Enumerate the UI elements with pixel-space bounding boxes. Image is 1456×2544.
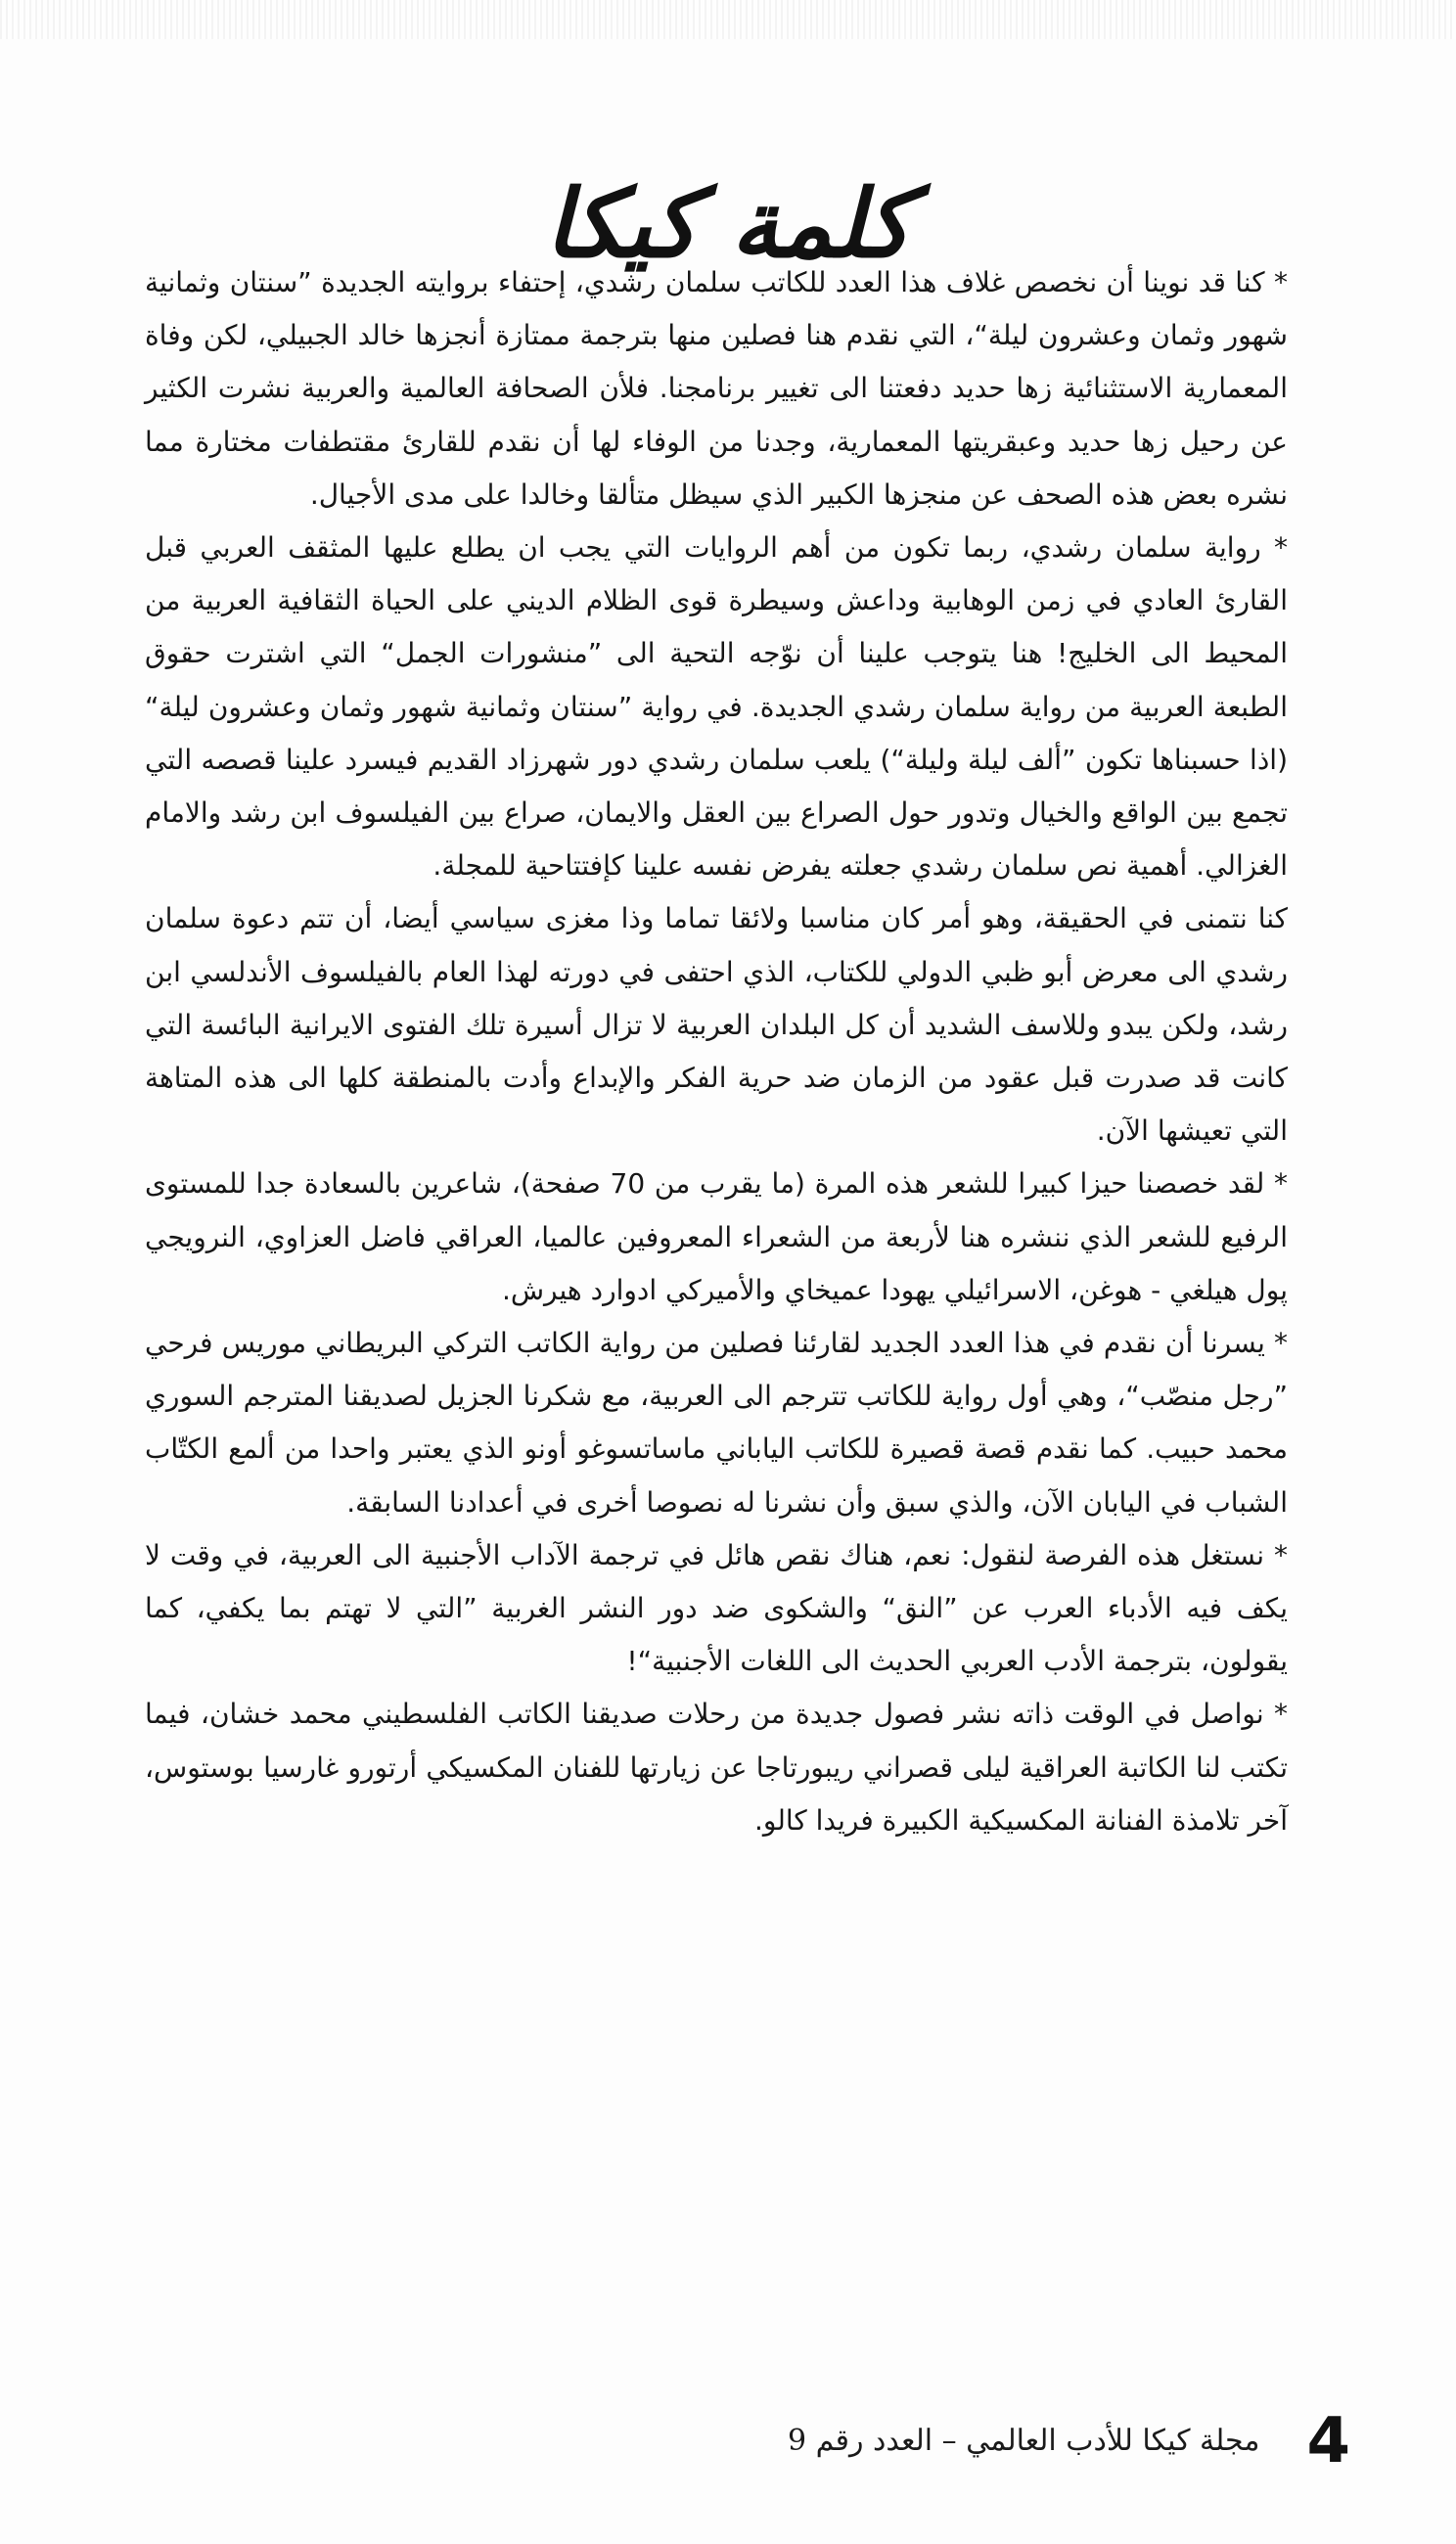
page-footer — [685, 2407, 1350, 2476]
paragraph-travel-reportage: * نواصل في الوقت ذاته نشر فصول جديدة من رحلات صديقنا الكاتب الفلسطيني محمد خشان، فيما تكتب لنا الكاتبة العراقية ليلى قصراني ريبورتاجا عن زيارتها للفنان المكسيكي أرتورو غارسيا بوستوس، آخر تلامذة الفنانة المكسيكية الكبيرة فريدا كالو. — [145, 1698, 1288, 1837]
page-number: 4 — [1306, 2405, 1350, 2477]
magazine-issue-caption: مجلة كيكا للأدب العالمي – العدد رقم 9 — [788, 2424, 1260, 2458]
scan-edge-noise — [0, 0, 1456, 39]
paragraph-fiction: * يسرنا أن نقدم في هذا العدد الجديد لقارئنا فصلين من رواية الكاتب التركي البريطاني موريس فرحي ”رجل منصّب“، وهي أول رواية للكاتب تترجم الى العربية، مع شكرنا الجزيل لصديقنا المترجم السوري محمد حبيب. كما نقدم قصة قصيرة للكاتب الياباني ماساتسوغو أونو الذي يعتبر واحدا من ألمع الكتّاب الشباب في اليابان الآن، والذي سبق وأن نشرنا له نصوصا أخرى في أعدادنا السابقة. — [145, 1327, 1288, 1519]
paragraph-rushdie-novel: * رواية سلمان رشدي، ربما تكون من أهم الروايات التي يجب ان يطلع عليها المثقف العربي قبل القارئ العادي في زمن الوهابية وداعش وسيطرة قوى الظلام الديني على الحياة الثقافية العربية من المحيط الى الخليج! هنا يتوجب علينا أن نوّجه التحية الى ”منشورات الجمل“ التي اشترت حقوق الطبعة العربية من رواية سلمان رشدي الجديدة. في رواية ”سنتان وثمانية شهور وثمان وعشرون ليلة“ (اذا حسبناها تكون ”ألف ليلة وليلة“) يلعب سلمان رشدي دور شهرزاد القديم فيسرد علينا قصصه التي تجمع بين الواقع والخيال وتدور حول الصراع بين العقل والايمان، صراع بين الفيلسوف ابن رشد والامام الغزالي. أهمية نص سلمان رشدي جعلته يفرض نفسه علينا كإفتتاحية للمجلة. — [145, 531, 1288, 883]
paragraph-translation: * نستغل هذه الفرصة لنقول: نعم، هناك نقص هائل في ترجمة الآداب الأجنبية الى العربية، في وقت لا يكف فيه الأدباء العرب عن ”النق“ والشكوى ضد دور النشر الغربية ”التي لا تهتم بما يكفي، كما يقولون، بترجمة الأدب العربي الحديث الى اللغات الأجنبية“! — [145, 1538, 1288, 1678]
paragraph-book-fair: كنا نتمنى في الحقيقة، وهو أمر كان مناسبا ولائقا تماما وذا مغزى سياسي أيضا، أن تتم دعوة سلمان رشدي الى معرض أبو ظبي الدولي للكتاب، الذي احتفى في دورته لهذا العام بالفيلسوف الأندلسي ابن رشد، ولكن يبدو وللاسف الشديد أن كل البلدان العربية لا تزال أسيرة تلك الفتوى الايرانية البائسة التي كانت قد صدرت قبل عقود من الزمان ضد حرية الفكر والإبداع وأدت بالمنطقة كلها الى هذه المتاهة التي تعيشها الآن. — [145, 902, 1288, 1148]
editorial-body — [145, 256, 1288, 1847]
paragraph-poetry: * لقد خصصنا حيزا كبيرا للشعر هذه المرة (ما يقرب من 70 صفحة)، شاعرين بالسعادة جدا للمستوى الرفيع للشعر الذي ننشره هنا لأربعة من الشعراء المعروفين عالميا، العراقي فاضل العزاوي، النرويجي پول هيلغي - هوغن، الاسرائيلي يهودا عميخاي والأميركي ادوارد هيرش. — [145, 1167, 1288, 1306]
paragraph-cover-intro: * كنا قد نوينا أن نخصص غلاف هذا العدد للكاتب سلمان رشدي، إحتفاء بروايته الجديدة ”سنتان وثمانية شهور وثمان وعشرون ليلة“، التي نقدم هنا فصلين منها بترجمة ممتازة أنجزها خالد الجبيلي، لكن وفاة المعمارية الاستثنائية زها حديد دفعتنا الى تغيير برنامجنا. فلأن الصحافة العالمية والعربية نشرت الكثير عن رحيل زها حديد وعبقريتها المعمارية، وجدنا من الوفاء لها أن نقدم للقارئ مقتطفات مختارة مما نشره بعض هذه الصحف عن منجزها الكبير الذي سيظل متألقا وخالدا على مدى الأجيال. — [145, 266, 1288, 511]
page-title: كلمة كيكا — [544, 168, 912, 280]
